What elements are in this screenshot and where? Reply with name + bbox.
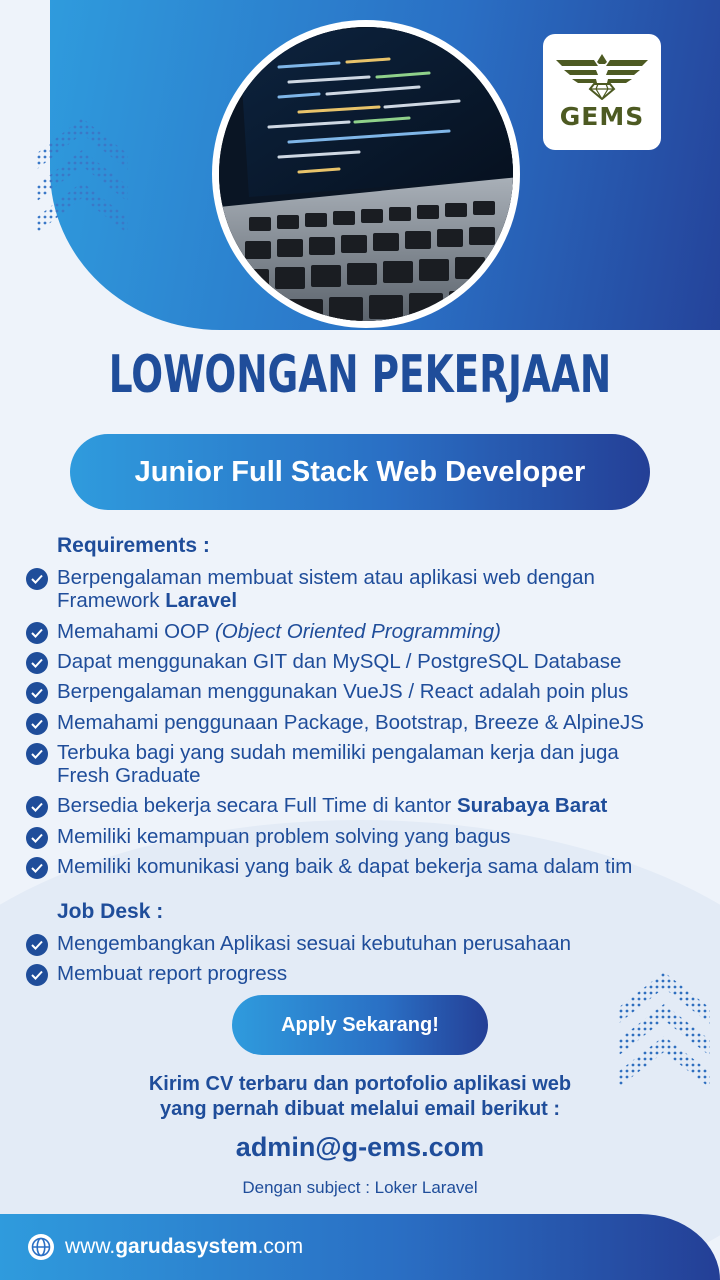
requirement-item xyxy=(26,620,716,644)
check-circle-icon xyxy=(26,964,48,986)
check-circle-icon xyxy=(26,827,48,849)
garuda-wings-icon xyxy=(554,54,650,100)
requirement-item xyxy=(26,680,716,704)
requirement-text: Memahami penggunaan Package, Bootstrap, Breeze & AlpineJS xyxy=(57,711,644,734)
requirement-text: Memahami OOP (Object Oriented Programming) xyxy=(57,620,501,643)
dotted-chevron-decoration-right xyxy=(618,972,710,1088)
hero-photo-frame xyxy=(212,20,520,328)
check-circle-icon xyxy=(26,713,48,735)
requirement-item xyxy=(26,855,716,879)
email-subject-note: Dengan subject : Loker Laravel xyxy=(242,1178,478,1197)
check-circle-icon xyxy=(26,622,48,644)
requirement-item xyxy=(26,650,716,674)
position-title-banner: Junior Full Stack Web Developer xyxy=(70,434,650,510)
requirements-heading: Requirements : xyxy=(57,534,210,557)
page-title: LOWONGAN PEKERJAAN xyxy=(108,345,612,405)
check-circle-icon xyxy=(26,743,48,765)
website-link[interactable] xyxy=(27,1233,303,1261)
requirement-text: Bersedia bekerja secara Full Time di kantor Surabaya Barat xyxy=(57,794,608,817)
requirement-item xyxy=(26,566,716,612)
requirement-item xyxy=(26,825,716,849)
requirement-item xyxy=(26,794,716,818)
requirement-item xyxy=(26,741,716,787)
job-desk-item xyxy=(26,932,716,956)
requirement-item xyxy=(26,711,716,735)
logo-text: GEMS xyxy=(559,101,645,131)
requirement-text: Memiliki komunikasi yang baik & dapat bekerja sama dalam tim xyxy=(57,855,633,878)
check-circle-icon xyxy=(26,652,48,674)
check-circle-icon xyxy=(26,857,48,879)
laptop-code-image xyxy=(219,27,513,321)
globe-icon xyxy=(27,1233,55,1261)
requirement-text: Berpengalaman menggunakan VueJS / React adalah poin plus xyxy=(57,680,629,703)
job-desk-text: Mengembangkan Aplikasi sesuai kebutuhan perusahaan xyxy=(57,932,572,955)
job-desk-text: Membuat report progress xyxy=(57,962,288,985)
requirement-text: Memiliki kemampuan problem solving yang bagus xyxy=(57,825,511,848)
requirement-text: Berpengalaman membuat sistem atau aplikasi web dengan Framework Laravel xyxy=(57,566,595,612)
check-circle-icon xyxy=(26,934,48,956)
requirement-text: Dapat menggunakan GIT dan MySQL / PostgreSQL Database xyxy=(57,650,622,673)
apply-button[interactable]: Apply Sekarang! xyxy=(232,995,488,1055)
check-circle-icon xyxy=(26,568,48,590)
job-desk-item xyxy=(26,962,716,986)
check-circle-icon xyxy=(26,796,48,818)
gems-logo xyxy=(543,34,661,150)
requirement-text: Terbuka bagi yang sudah memiliki pengalaman kerja dan juga Fresh Graduate xyxy=(57,741,619,787)
contact-email-link[interactable]: admin@g-ems.com xyxy=(235,1132,485,1162)
check-circle-icon xyxy=(26,682,48,704)
dotted-chevron-decoration-left xyxy=(36,118,128,234)
send-cv-instructions: Kirim CV terbaru dan portofolio aplikasi web yang pernah dibuat melalui email berikut : xyxy=(148,1073,572,1120)
job-desk-heading: Job Desk : xyxy=(57,900,164,923)
website-text: www.garudasystem.com xyxy=(65,1235,304,1258)
